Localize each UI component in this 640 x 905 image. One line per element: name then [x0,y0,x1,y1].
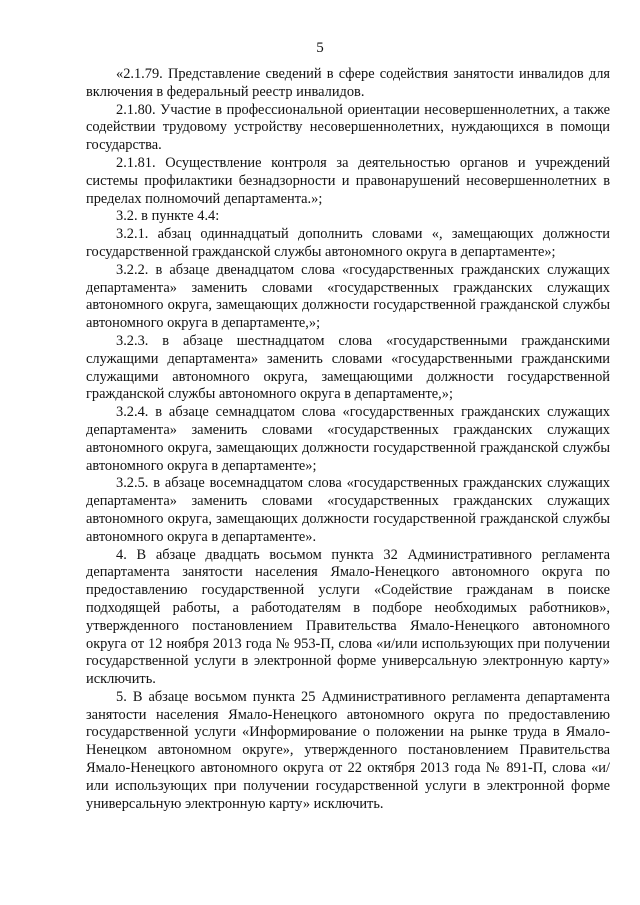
document-body [86,66,610,813]
paragraph-2-1-80: 2.1.80. Участие в профессиональной ориентации несовершеннолетних, а также содействии трудовому устройству несовершеннолетних, нуждающихся в помощи государства. [86,101,610,154]
paragraph-3-2-5: 3.2.5. в абзаце восемнадцатом слова «государственных гражданских служащих департамента» заменить словами «государственных гражданских служащих автономного округа, замещающих должности государственной гражданской службы автономного округа в департаменте». [86,475,610,545]
paragraph-5: 5. В абзаце восьмом пункта 25 Административного регламента департамента занятости населения Ямало-Ненецкого автономного округа по предоставлению государственной услуги «Информирование о положении на рынке труда в Ямало-Ненецком автономном округе», утвержденного постановлением Правительства Ямало-Ненецкого автономного округа от 22 октября 2013 года № 891-П, слова «и/или использующих при получении государственной услуги в электронной форме универсальную электронную карту» исключить. [86,688,610,812]
paragraph-2-1-81: 2.1.81. Осуществление контроля за деятельностью органов и учреждений системы профилактики безнадзорности и правонарушений несовершеннолетних в пределах полномочий департамента.»; [86,154,610,207]
paragraph-2-1-79: «2.1.79. Представление сведений в сфере содействия занятости инвалидов для включения в федеральный реестр инвалидов. [86,66,610,100]
paragraph-3-2: 3.2. в пункте 4.4: [116,208,220,225]
paragraph-3-2-2: 3.2.2. в абзаце двенадцатом слова «государственных гражданских служащих департамента» заменить словами «государственных гражданских служащих автономного округа, замещающих должности государственной гражданской службы автономного округа в департаменте,»; [86,261,610,332]
paragraph-3-2-3: 3.2.3. в абзаце шестнадцатом слова «государственными гражданскими служащими департамента» заменить словами «государственными гражданскими служащими автономного округа, замещающими должности государственной гражданской службы автономного округа в департаменте,»; [86,332,610,403]
paragraph-4: 4. В абзаце двадцать восьмом пункта 32 Административного регламента департамента занятости населения Ямало-Ненецкого автономного округа по предоставлению государственной услуги «Содействие гражданам в поиске подходящей работы, а работодателям в подборе необходимых работников», утвержденного постановлением Правительства Ямало-Ненецкого автономного округа от 12 ноября 2013 года № 953-П, слова «и/или использующих при получении государственной услуги в электронной форме универсальную электронную карту» исключить. [86,546,610,688]
paragraph-3-2-1: 3.2.1. абзац одиннадцатый дополнить словами «, замещающих должности государственной гражданской службы автономного округа в департаменте»; [86,226,610,260]
paragraph-3-2-4: 3.2.4. в абзаце семнадцатом слова «государственных гражданских служащих департамента» заменить словами «государственных гражданских служащих автономного округа, замещающих должности государственной гражданской службы автономного округа в департаменте»; [86,404,610,474]
page-number: 5 [316,40,324,56]
